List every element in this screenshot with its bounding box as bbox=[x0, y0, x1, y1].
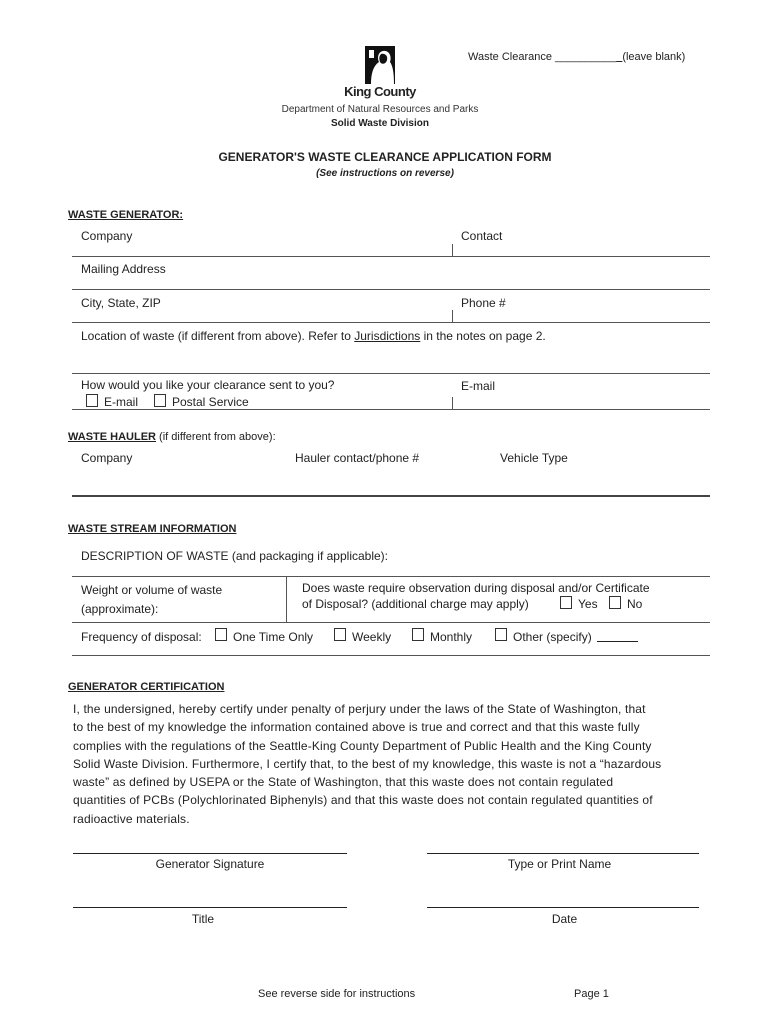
page-number: Page 1 bbox=[574, 988, 609, 1000]
certification-line: waste” as defined by USEPA or the State of Washington, that this waste does not contain regulated bbox=[73, 775, 614, 790]
certification-line: Solid Waste Division. Furthermore, I certify that, to the best of my knowledge, this waste is not a “hazardous bbox=[73, 756, 662, 771]
title-input-line[interactable] bbox=[73, 907, 347, 908]
email-label: E-mail bbox=[461, 379, 496, 393]
mailing-address-label: Mailing Address bbox=[81, 262, 166, 276]
observation-no-checkbox[interactable] bbox=[609, 596, 621, 609]
divider bbox=[452, 244, 453, 256]
other-label: Other (specify) bbox=[513, 630, 592, 644]
one-time-label: One Time Only bbox=[233, 630, 314, 644]
company-input-line[interactable] bbox=[72, 256, 710, 257]
certification-text bbox=[73, 700, 713, 828]
weight-input-line[interactable] bbox=[72, 622, 710, 623]
yes-label: Yes bbox=[578, 597, 598, 611]
certification-line: to the best of my knowledge the information contained above is true and correct and that this waste fully bbox=[73, 720, 640, 735]
signature-label: Generator Signature bbox=[155, 857, 265, 871]
certification-line: radioactive materials. bbox=[73, 811, 190, 826]
waste-clearance-field: Waste Clearance __________ (leave blank) bbox=[468, 51, 686, 63]
clearance-question: How would you like your clearance sent to you? bbox=[81, 378, 335, 392]
date-label: Date bbox=[551, 912, 578, 926]
waste-generator-heading: WASTE GENERATOR: bbox=[68, 209, 184, 221]
email-input-line[interactable] bbox=[72, 409, 710, 410]
hauler-contact-label: Hauler contact/phone # bbox=[295, 451, 420, 465]
waste-description-label: DESCRIPTION OF WASTE (and packaging if applicable): bbox=[81, 549, 388, 563]
monthly-label: Monthly bbox=[430, 630, 473, 644]
department-name: Department of Natural Resources and Parks bbox=[281, 104, 479, 115]
weekly-checkbox[interactable] bbox=[334, 628, 346, 641]
hauler-company-label: Company bbox=[81, 451, 133, 465]
company-label: Company bbox=[81, 229, 133, 243]
frequency-label: Frequency of disposal: bbox=[81, 630, 202, 644]
page-subtitle: (See instructions on reverse) bbox=[316, 168, 454, 179]
weight-volume-label-2: (approximate): bbox=[81, 602, 159, 616]
divider bbox=[452, 310, 453, 322]
location-input-line[interactable] bbox=[72, 373, 710, 374]
waste-stream-heading: WASTE STREAM INFORMATION bbox=[68, 523, 237, 535]
mailing-address-input-line[interactable] bbox=[72, 289, 710, 290]
other-checkbox[interactable] bbox=[495, 628, 507, 641]
observation-question-2: of Disposal? (additional charge may apply) bbox=[302, 597, 529, 611]
jurisdictions-link[interactable]: Jurisdictions bbox=[354, 329, 421, 343]
location-of-waste-label: Location of waste (if different from above). Refer to Jurisdictions in the notes on page 2. bbox=[81, 329, 546, 343]
hauler-input-line[interactable] bbox=[72, 495, 710, 497]
certification-heading: GENERATOR CERTIFICATION bbox=[68, 681, 225, 693]
description-input-line[interactable] bbox=[72, 576, 710, 577]
divider bbox=[452, 397, 453, 409]
one-time-checkbox[interactable] bbox=[215, 628, 227, 641]
no-label: No bbox=[627, 597, 643, 611]
king-county-logo-icon bbox=[365, 46, 395, 84]
certification-line: quantities of PCBs (Polychlorinated Biphenyls) and that this waste does not contain regulated quantities of bbox=[73, 793, 653, 808]
phone-label: Phone # bbox=[461, 296, 506, 310]
certification-line: complies with the regulations of the Seattle-King County Department of Public Health and the King County bbox=[73, 738, 652, 753]
city-state-zip-label: City, State, ZIP bbox=[81, 296, 161, 310]
weekly-label: Weekly bbox=[352, 630, 392, 644]
observation-question: Does waste require observation during disposal and/or Certificate bbox=[302, 581, 650, 595]
contact-label: Contact bbox=[461, 229, 503, 243]
postal-service-option-label: Postal Service bbox=[172, 395, 249, 409]
divider bbox=[286, 576, 287, 622]
weight-volume-label: Weight or volume of waste bbox=[81, 583, 223, 597]
footer-note: See reverse side for instructions bbox=[258, 988, 416, 1000]
monthly-checkbox[interactable] bbox=[412, 628, 424, 641]
signature-input-line[interactable] bbox=[73, 853, 347, 854]
page-title: GENERATOR'S WASTE CLEARANCE APPLICATION FORM bbox=[218, 150, 552, 164]
email-option-label: E-mail bbox=[104, 395, 139, 409]
print-name-label: Type or Print Name bbox=[507, 857, 612, 871]
observation-yes-checkbox[interactable] bbox=[560, 596, 572, 609]
title-label: Title bbox=[191, 912, 215, 926]
other-specify-input-line[interactable] bbox=[597, 641, 638, 642]
division-name: Solid Waste Division bbox=[331, 118, 429, 129]
vehicle-type-label: Vehicle Type bbox=[500, 451, 568, 465]
print-name-input-line[interactable] bbox=[427, 853, 699, 854]
frequency-input-line[interactable] bbox=[72, 655, 710, 656]
city-input-line[interactable] bbox=[72, 322, 710, 323]
waste-hauler-heading: WASTE HAULER (if different from above): bbox=[68, 431, 276, 443]
org-name: King County bbox=[344, 84, 416, 99]
certification-line: I, the undersigned, hereby certify under penalty of perjury under the laws of the State of Washington, that bbox=[73, 702, 646, 716]
date-input-line[interactable] bbox=[427, 907, 699, 908]
email-checkbox[interactable] bbox=[86, 394, 98, 407]
postal-service-checkbox[interactable] bbox=[154, 394, 166, 407]
